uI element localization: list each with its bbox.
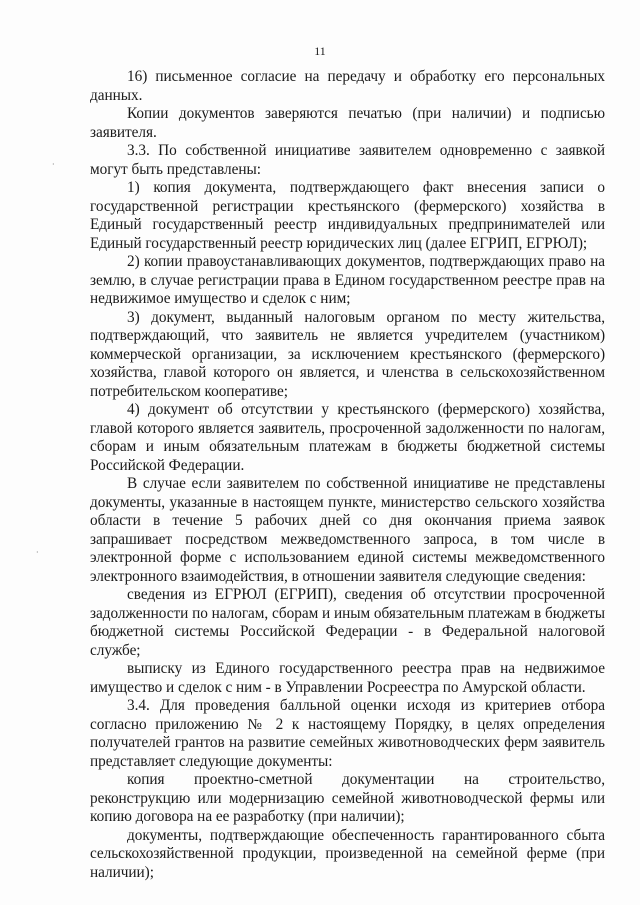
item-16-consent: 16) письменное согласие на передачу и обработку его персональных данных. <box>90 68 605 104</box>
interagency-request-paragraph: В случае если заявителем по собственной инициативе не представлены документы, указанные в настоящем пункте, министерство сельского хозяйства области в течение 5 рабочих дней со дня окончания приема заявок запрашивает посредством межведомственного запроса, в том числе в электронной форме с использованием единой системы межведомственного электронного взаимодействия, в отношении заявителя следующие сведения: <box>90 475 605 585</box>
document-body <box>90 68 605 882</box>
list-item-3-tax-document: 3) документ, выданный налоговым органом по месту жительства, подтверждающий, что заявитель не является учредителем (участником) коммерческой организации, за исключением крестьянского (фермерского) хозяйства, главой которого он является, и членства в сельскохозяйственном потребительском кооперативе; <box>90 308 605 400</box>
copies-certification-note: Копии документов заверяются печатью (при наличии) и подписью заявителя. <box>90 105 605 141</box>
list-item-2-land-rights: 2) копии правоустанавливающих документов, подтверждающих право на землю, в случае регистрации права в Едином государственном реестре прав на недвижимое имущество и сделок с ним; <box>90 253 605 307</box>
scan-mark-dot: · <box>36 548 39 557</box>
section-3-4-intro: 3.4. Для проведения балльной оценки исходя из критериев отбора согласно приложению № 2 к настоящему Порядку, в целях определения получателей грантов на развитие семейных животноводческих ферм заявитель представляет следующие документы: <box>90 697 605 770</box>
section-3-3-intro: 3.3. По собственной инициативе заявителем одновременно с заявкой могут быть представлены: <box>90 142 605 178</box>
document-item-sales-guarantee: документы, подтверждающие обеспеченность гарантированного сбыта сельскохозяйственной продукции, произведенной на семейной ферме (при наличии); <box>90 826 605 881</box>
request-item-rosreestr: выписку из Единого государственного реестра прав на недвижимое имущество и сделок с ним - в Управлении Росреестра по Амурской области. <box>90 660 605 696</box>
request-item-tax-service: сведения из ЕГРЮЛ (ЕГРИП), сведения об отсутствии просроченной задолженности по налогам, сборам и иным обязательным платежам в бюджеты бюджетной системы Российской Федерации - в Федеральной налоговой службе; <box>90 586 605 659</box>
page-number: 11 <box>314 44 326 58</box>
document-item-project-docs: копия проектно-сметной документации на строительство, реконструкцию или модернизацию семейной животноводческой фермы или копию договора на ее разработку (при наличии); <box>90 771 605 825</box>
list-item-1-registration: 1) копия документа, подтверждающего факт внесения записи о государственной регистрации крестьянского (фермерского) хозяйства в Единый государственный реестр индивидуальных предпринимателей или Единый государственный реестр юридических лиц (далее ЕГРИП, ЕГРЮЛ); <box>90 179 605 252</box>
scan-mark-dot: · <box>52 160 55 169</box>
list-item-4-no-debt: 4) документ об отсутствии у крестьянского (фермерского) хозяйства, главой которого является заявитель, просроченной задолженности по налогам, сборам и иным обязательным платежам в бюджеты бюджетной системы Российской Федерации. <box>90 401 605 474</box>
